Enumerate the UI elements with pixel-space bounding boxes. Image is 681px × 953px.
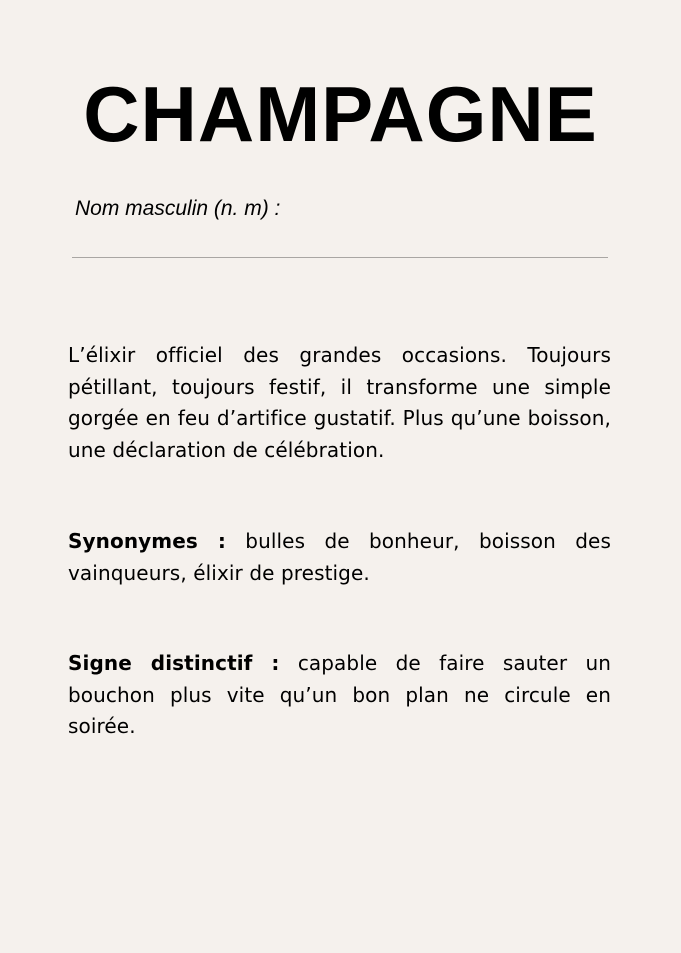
synonyms-paragraph bbox=[68, 526, 611, 589]
distinctive-sign-label: Signe distinctif : bbox=[68, 651, 280, 675]
distinctive-sign-text: capable de faire sauter un bouchon plus vite qu’un bon plan ne circule en soirée. bbox=[68, 651, 611, 738]
synonyms-text: bulles de bonheur, boisson des vainqueurs, élixir de prestige. bbox=[68, 529, 611, 585]
distinctive-sign-paragraph bbox=[68, 648, 611, 743]
entry-title: CHAMPAGNE bbox=[83, 70, 598, 158]
part-of-speech: Nom masculin (n. m) : bbox=[75, 197, 281, 220]
divider-line bbox=[72, 257, 608, 258]
synonyms-label: Synonymes : bbox=[68, 529, 226, 553]
definition-text: L’élixir officiel des grandes occasions. Toujours pétillant, toujours festif, il transforme une simple gorgée en feu d’artifice gustatif. Plus qu’une boisson, une déclaration de célébration. bbox=[68, 343, 611, 462]
